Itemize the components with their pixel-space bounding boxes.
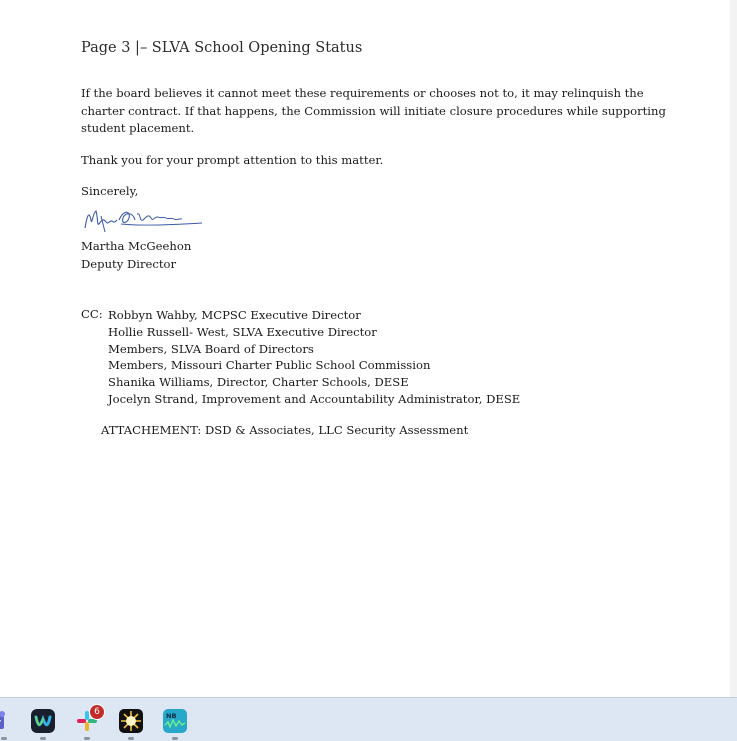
page-scroll-gutter[interactable]: [730, 0, 737, 697]
paragraph-closure: [81, 85, 666, 138]
taskbar-running-indicator: [84, 737, 90, 740]
paragraph-line: student placement.: [81, 121, 195, 135]
webex-icon[interactable]: [31, 709, 55, 733]
taskbar: [0, 697, 737, 741]
paragraph-thanks: Thank you for your prompt attention to this matter.: [81, 153, 384, 167]
cc-recipient: Shanika Williams, Director, Charter Schools, DESE: [108, 375, 409, 390]
signer-name: Martha McGeehon: [81, 239, 192, 253]
signer-title: Deputy Director: [81, 257, 177, 271]
taskbar-running-indicator: [40, 737, 46, 740]
sunburst-app-icon[interactable]: [119, 709, 143, 733]
signer-block: [81, 237, 191, 273]
paragraph-line: If the board believes it cannot meet these requirements or chooses not to, it may relinquish the: [81, 86, 644, 100]
taskbar-running-indicator: [128, 737, 134, 740]
cc-label: CC:: [81, 307, 103, 321]
nb-app-icon[interactable]: [163, 709, 187, 733]
cc-list: [108, 307, 520, 408]
cc-recipient: Members, SLVA Board of Directors: [108, 341, 314, 356]
svg-text:NB: NB: [166, 712, 177, 720]
slack-notification-badge: 6: [89, 704, 105, 720]
cc-recipient: Hollie Russell- West, SLVA Executive Director: [108, 324, 377, 339]
handwritten-signature: [81, 202, 206, 238]
page-header: Page 3 |– SLVA School Opening Status: [81, 40, 363, 56]
teams-icon[interactable]: [0, 709, 8, 733]
taskbar-running-indicator: [1, 737, 7, 740]
cc-recipient: Robbyn Wahby, MCPSC Executive Director: [108, 308, 361, 322]
attachment-note: ATTACHEMENT: DSD & Associates, LLC Security Assessment: [101, 423, 469, 437]
taskbar-running-indicator: [172, 737, 178, 740]
cc-recipient: Jocelyn Strand, Improvement and Accountability Administrator, DESE: [108, 391, 521, 406]
cc-recipient: Members, Missouri Charter Public School Commission: [108, 358, 431, 373]
closing-salutation: Sincerely,: [81, 184, 139, 198]
paragraph-line: charter contract. If that happens, the Commission will initiate closure procedures while supporting: [81, 103, 666, 118]
